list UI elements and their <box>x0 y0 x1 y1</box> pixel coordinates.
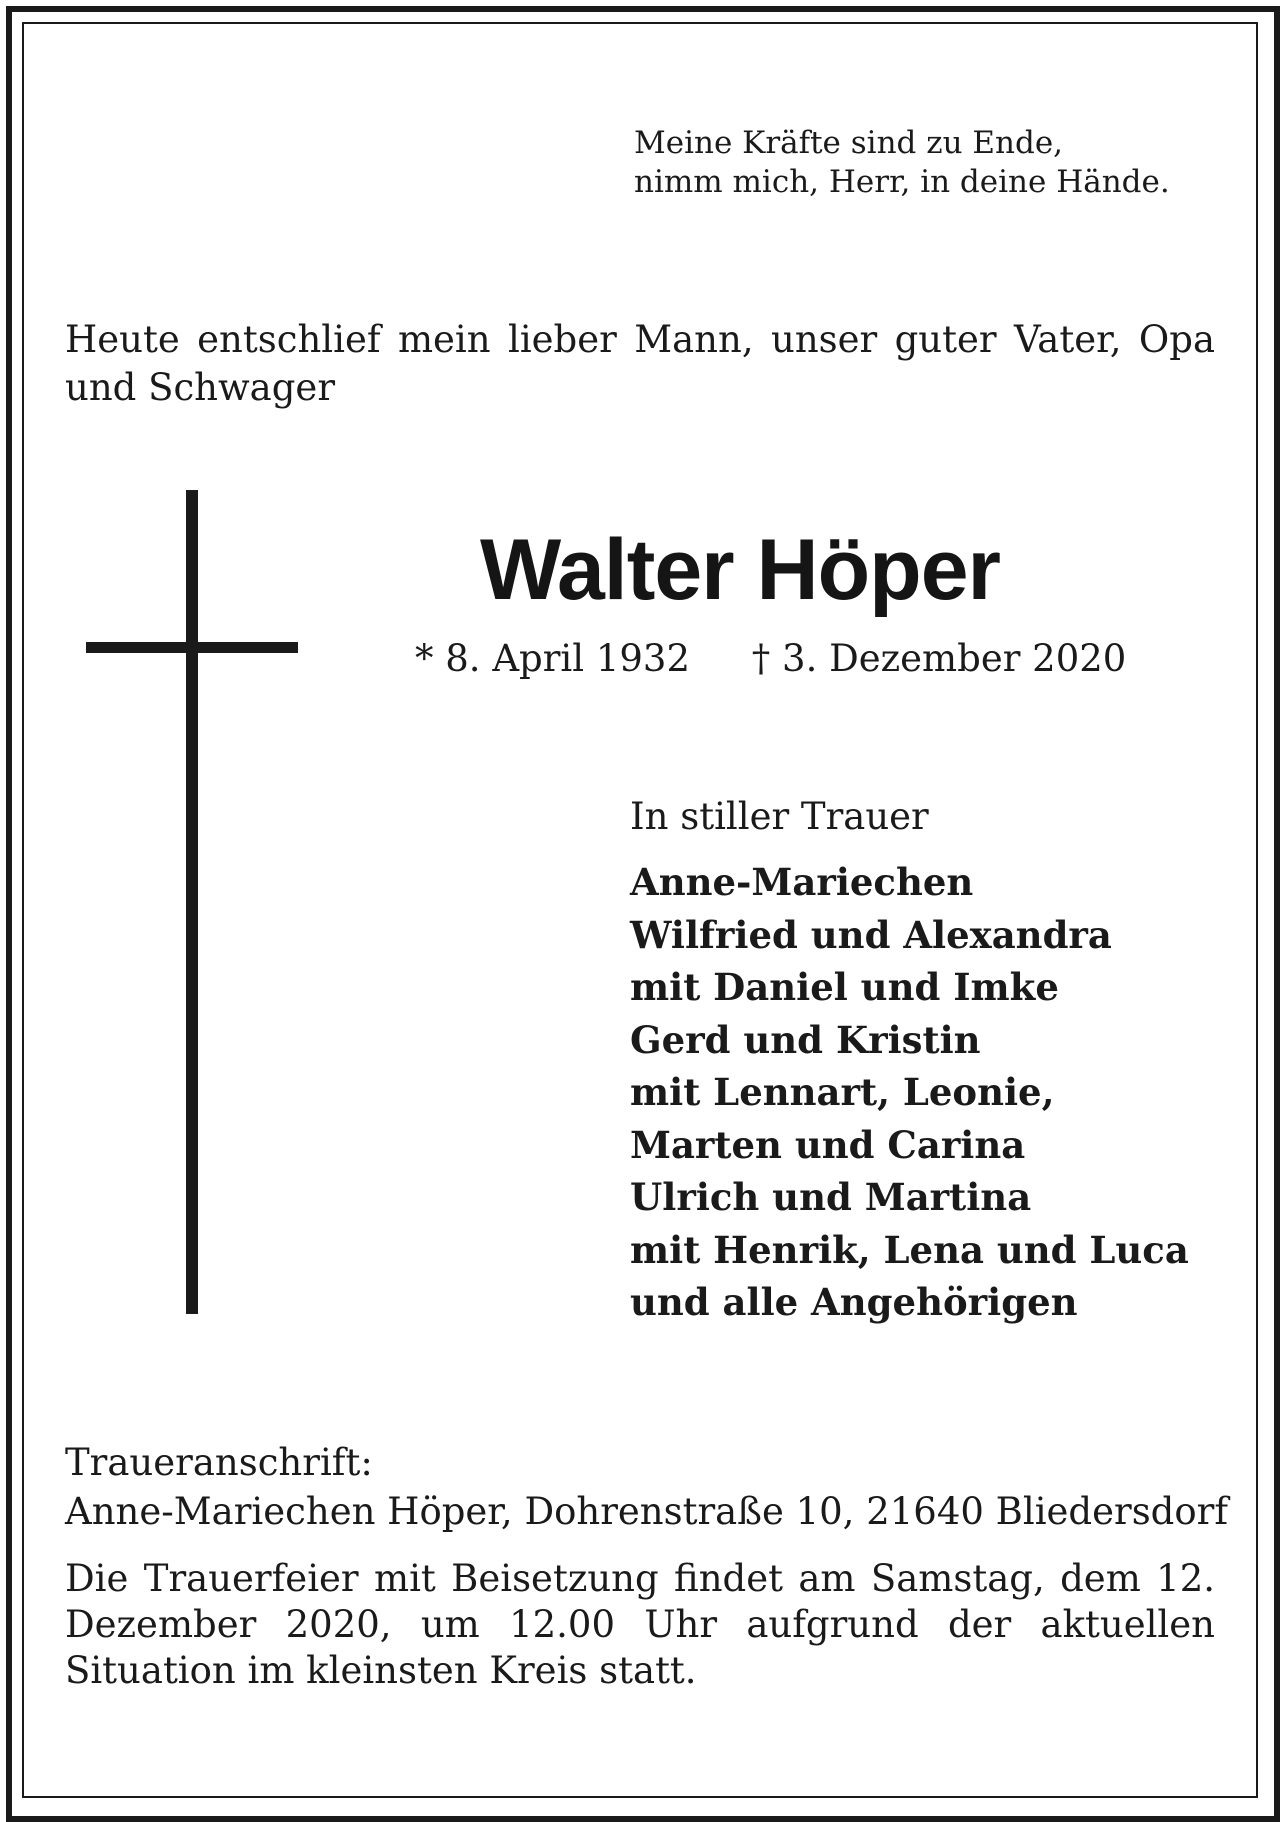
mourner-line: und alle Angehörigen <box>630 1280 1078 1324</box>
mourner-line: mit Henrik, Lena und Luca <box>630 1227 1189 1272</box>
mourners-list <box>630 856 1189 1329</box>
motto-line-2: nimm mich, Herr, in deine Hände. <box>634 164 1170 200</box>
address-label: Traueranschrift: <box>65 1441 373 1484</box>
mourner-line: Ulrich und Martina <box>630 1175 1032 1219</box>
cross-icon <box>86 490 298 1314</box>
mourner-line: Anne-Mariechen <box>630 860 974 904</box>
deceased-name: Walter Höper <box>480 522 1000 618</box>
mourner-line: Marten und Carina <box>630 1122 1026 1167</box>
birth-date: * 8. April 1932 <box>415 637 691 680</box>
life-dates <box>415 636 1126 682</box>
mourner-line: mit Lennart, Leonie, <box>630 1070 1055 1114</box>
motto-verse <box>634 124 1170 202</box>
mourning-address <box>65 1438 1228 1536</box>
cross-vertical-bar <box>186 490 198 1314</box>
mourner-line: Wilfried und Alexandra <box>630 912 1112 957</box>
mourner-line: mit Daniel und Imke <box>630 965 1059 1009</box>
ceremony-notice: Die Trauerfeier mit Beisetzung findet am Samstag, dem 12. Dezember 2020, um 12.00 Uhr aufgrund der aktuellen Situation im kleinsten Kreis statt. <box>65 1557 1215 1692</box>
mourning-label: In stiller Trauer <box>630 795 929 838</box>
cross-horizontal-bar <box>86 642 298 653</box>
death-date: † 3. Dezember 2020 <box>751 637 1127 680</box>
mourner-line: Gerd und Kristin <box>630 1017 981 1062</box>
motto-line-1: Meine Kräfte sind zu Ende, <box>634 125 1064 161</box>
address-value: Anne-Mariechen Höper, Dohrenstraße 10, 21640 Bliedersdorf <box>65 1490 1229 1533</box>
intro-text: Heute entschlief mein lieber Mann, unser guter Vater, Opa und Schwager <box>65 318 1215 409</box>
